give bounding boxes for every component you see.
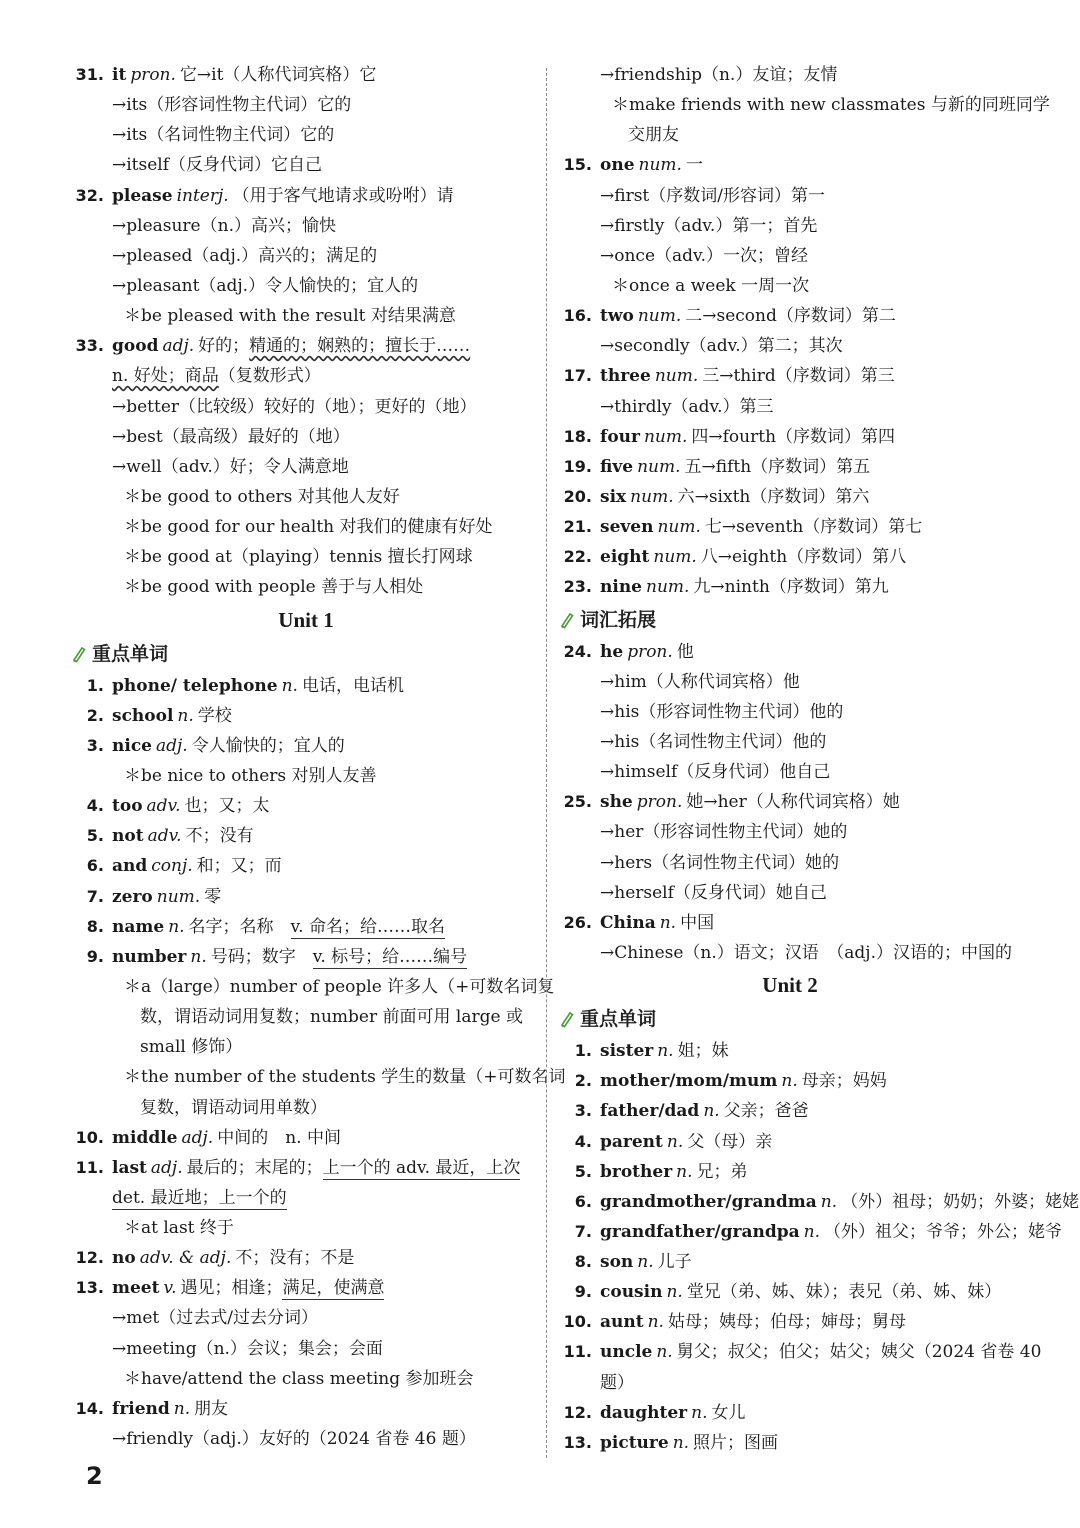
phrase-continuation: 复数，谓语动词用单数） [140, 1097, 327, 1118]
entry-number: 11. [563, 1342, 592, 1362]
entry-number: 19. [563, 456, 592, 476]
part-of-speech: num. [637, 456, 681, 477]
continuation-text: 题） [600, 1372, 634, 1393]
entry-number: 3. [574, 1101, 592, 1121]
definition: 名字；名称 [188, 916, 291, 937]
definition: 二→second（序数词）第二 [685, 306, 896, 327]
definition: 母亲；妈妈 [801, 1071, 887, 1092]
headword: school [112, 705, 174, 726]
vocab-entry [72, 882, 540, 912]
headword: grandfather/grandpa [600, 1221, 800, 1242]
headword: no [112, 1248, 136, 1269]
part-of-speech: conj. [151, 856, 193, 877]
headword: cousin [600, 1282, 663, 1303]
entry-number: 8. [86, 916, 104, 936]
phrase-example: ＊be good with people 善于与人相处 [124, 577, 424, 598]
phrase-example: ＊once a week 一周一次 [612, 275, 810, 296]
derived-form: →once（adv.）一次；曾经 [600, 245, 809, 266]
definition: 姑母；姨母；伯母；婶母；舅母 [667, 1312, 906, 1333]
pencil-icon [72, 640, 86, 658]
definition: 中间的 n. 中间 [217, 1127, 341, 1148]
headword: middle [112, 1127, 178, 1148]
part-of-speech: num. [657, 517, 701, 538]
vocab-entry [72, 1153, 540, 1183]
new-meaning-definition: v. 标号；给……编号 [312, 946, 468, 967]
entry-number: 6. [86, 856, 104, 876]
new-meaning-definition: 满足，使满意 [282, 1278, 385, 1299]
derived-form: →pleasant（adj.）令人愉快的；宜人的 [112, 275, 419, 296]
vocab-entry [560, 1247, 1020, 1277]
vocab-entry [560, 542, 1020, 572]
part-of-speech: num. [643, 426, 688, 447]
vocab-entry [72, 331, 540, 361]
vocab-entry [560, 1096, 1020, 1126]
entry-number: 5. [86, 826, 104, 846]
definition: 令人愉快的；宜人的 [191, 735, 345, 756]
part-of-speech: num. [630, 486, 674, 507]
derived-form: →pleasure（n.）高兴；愉快 [112, 215, 336, 236]
entry-number: 13. [563, 1432, 592, 1452]
headword: son [600, 1252, 634, 1273]
vocab-entry [560, 1187, 1080, 1217]
entry-number: 1. [574, 1041, 592, 1061]
headword: phone/ telephone [112, 675, 278, 696]
headword: it [112, 65, 127, 85]
derived-form: →firstly（adv.）第一；首先 [600, 215, 818, 236]
section-heading-text: 词汇拓展 [580, 608, 657, 631]
vocab-entry [72, 1243, 540, 1273]
part-of-speech: num. [654, 366, 699, 387]
pencil-icon [560, 1005, 574, 1023]
part-of-speech: n. [672, 1432, 690, 1453]
derived-form: →friendship（n.）友谊；友情 [600, 65, 838, 85]
derived-form: →thirdly（adv.）第三 [600, 396, 774, 417]
part-of-speech: n. [168, 916, 185, 937]
part-of-speech: adv. [146, 796, 181, 817]
entry-number: 4. [86, 796, 104, 816]
part-of-speech: n. [177, 705, 194, 726]
derived-form: →herself（反身代词）她自己 [600, 882, 827, 903]
entry-number: 5. [574, 1161, 592, 1181]
entry-number: 12. [563, 1402, 592, 1422]
entry-number: 13. [75, 1278, 104, 1298]
definition: 儿子 [657, 1252, 692, 1273]
derived-form: →Chinese（n.）语文；汉语 （adj.）汉语的；中国的 [600, 942, 1012, 963]
entry-number: 24. [563, 641, 592, 661]
phrase-example: ＊be good for our health 对我们的健康有好处 [124, 517, 493, 538]
definition: 五→fifth（序数词）第五 [684, 456, 871, 477]
part-of-speech: n. [691, 1402, 708, 1423]
phrase-example: ＊the number of the students 学生的数量（+可数名词 [124, 1067, 566, 1088]
definition: 堂兄（弟、姊、妹）；表兄（弟、姊、妹） [686, 1282, 1002, 1303]
entry-number: 10. [75, 1127, 104, 1147]
vocab-entry [72, 60, 540, 90]
definition: 学校 [197, 705, 232, 726]
section-heading-text: 重点单词 [92, 642, 169, 665]
emphasis-definition: n. 好处；商品 [112, 366, 219, 387]
derived-form: →well（adv.）好；令人满意地 [112, 456, 349, 477]
definition: （外）祖父；爷爷；外公；姥爷 [824, 1221, 1062, 1242]
section-heading [560, 603, 1020, 637]
part-of-speech: num. [646, 577, 690, 598]
phrase-continuation: 交朋友 [628, 125, 679, 146]
definition: 中国 [680, 912, 715, 933]
entry-number: 23. [563, 577, 592, 597]
vocab-entry [560, 1337, 1042, 1367]
vocab-entry [560, 1398, 1020, 1428]
vocab-entry [72, 181, 540, 211]
headword: China [600, 912, 656, 933]
unit-title: Unit 1 [278, 607, 334, 632]
entry-number: 21. [563, 517, 592, 537]
part-of-speech: num. [637, 306, 682, 327]
headword: and [112, 856, 148, 877]
definition: 九→ninth（序数词）第九 [693, 577, 889, 598]
vocab-entry [560, 422, 1020, 452]
vocab-entry [560, 1307, 1020, 1337]
entry-number: 16. [563, 306, 592, 326]
headword: number [112, 946, 187, 967]
entry-number: 6. [574, 1191, 592, 1211]
derived-form: →her（形容词性物主代词）她的 [600, 822, 848, 843]
definition: 朋友 [194, 1398, 229, 1419]
entry-number: 18. [563, 426, 592, 446]
vocab-entry [72, 701, 540, 731]
derived-form: →friendly（adj.）友好的（2024 省卷 46 题） [112, 1429, 476, 1450]
definition: 父（母）亲 [687, 1131, 773, 1152]
part-of-speech: n. [657, 1041, 674, 1062]
new-meaning-definition: v. 命名；给……取名 [290, 916, 445, 937]
continuation-line [72, 361, 540, 391]
part-of-speech: n. [781, 1071, 798, 1092]
headword: two [600, 306, 634, 327]
entry-number: 3. [86, 735, 104, 755]
definition: 女儿 [711, 1402, 746, 1423]
headword: daughter [600, 1402, 688, 1423]
derived-form: →its（名词性物主代词）它的 [112, 125, 335, 146]
part-of-speech: n. [190, 946, 207, 967]
derived-form: →its（形容词性物主代词）它的 [112, 95, 352, 116]
definition: 父亲；爸爸 [723, 1101, 809, 1122]
vocab-entry [560, 512, 1020, 542]
entry-number: 4. [574, 1131, 592, 1151]
derived-form: →first（序数词/形容词）第一 [600, 185, 825, 206]
vocab-entry [560, 1036, 1020, 1066]
phrase-example: ＊at last 终于 [124, 1218, 234, 1239]
phrase-example: ＊be good at（playing）tennis 擅长打网球 [124, 547, 473, 568]
derived-form: →met（过去式/过去分词） [112, 1308, 318, 1329]
phrase-example: ＊be nice to others 对别人友善 [124, 765, 377, 786]
definition: 照片；图画 [693, 1432, 779, 1453]
vocab-entry [560, 1277, 1020, 1307]
entry-number: 33. [75, 336, 104, 356]
part-of-speech: adj. [156, 735, 188, 756]
headword: six [600, 486, 627, 507]
definition: 兄；弟 [696, 1161, 748, 1182]
entry-number: 1. [86, 675, 104, 695]
headword: he [600, 641, 624, 662]
definition: 不；没有 [185, 826, 254, 847]
phrase-continuation: small 修饰） [140, 1037, 243, 1058]
vocab-entry [560, 637, 1020, 667]
continuation-line [560, 1368, 1020, 1398]
section-heading [560, 1002, 1020, 1036]
entry-number: 2. [574, 1071, 592, 1091]
continuation-line [72, 1183, 540, 1213]
vocab-entry [72, 821, 540, 851]
vocab-entry [72, 791, 540, 821]
definition: 姐；妹 [677, 1041, 729, 1062]
definition: 和；又；而 [196, 856, 282, 877]
headword: good [112, 336, 159, 357]
phrase-example: ＊make friends with new classmates 与新的同班同学 [612, 95, 1050, 116]
part-of-speech: n. [820, 1191, 838, 1212]
phrase-example: ＊be good to others 对其他人友好 [124, 486, 400, 507]
page-number: 2 [86, 1462, 103, 1490]
definition: 它→it（人称代词宾格）它 [179, 65, 377, 85]
entry-number: 12. [75, 1248, 104, 1268]
part-of-speech: adv. & adj. [139, 1248, 232, 1269]
headword: sister [600, 1041, 654, 1062]
entry-number: 15. [563, 155, 592, 175]
headword: three [600, 366, 651, 387]
entry-number: 25. [563, 792, 592, 812]
part-of-speech: n. [647, 1312, 664, 1333]
part-of-speech: n. [703, 1101, 720, 1122]
definition: 也；又；太 [184, 796, 270, 817]
definition: 零 [204, 886, 222, 907]
part-of-speech: adj. [181, 1127, 214, 1148]
definition: 舅父；叔父；伯父；姑父；姨父（2024 省卷 40 [676, 1342, 1042, 1363]
headword: zero [112, 886, 153, 907]
vocab-entry [560, 1217, 1062, 1247]
definition: 遇见；相逢； [180, 1278, 283, 1299]
headword: father/dad [600, 1101, 700, 1122]
vocab-entry [560, 1127, 1020, 1157]
emphasis-definition: 精通的；娴熟的；擅长于…… [249, 336, 471, 357]
vocab-entry [72, 942, 540, 972]
entry-number: 26. [563, 912, 592, 932]
vocab-entry [72, 1123, 540, 1153]
entry-number: 7. [574, 1221, 592, 1241]
part-of-speech: interj. [176, 185, 229, 206]
vocab-entry [72, 851, 540, 881]
part-of-speech: n. [281, 675, 298, 696]
new-meaning-definition: det. 最近地；上一个的 [112, 1187, 287, 1208]
definition: 四→fourth（序数词）第四 [691, 426, 896, 447]
entry-number: 17. [563, 366, 592, 386]
part-of-speech: pron. [130, 65, 176, 85]
part-of-speech: num. [638, 155, 682, 176]
headword: nine [600, 577, 642, 598]
new-meaning-definition: 上一个的 adv. 最近，上次 [322, 1157, 521, 1178]
definition: 她→her（人称代词宾格）她 [686, 792, 900, 813]
part-of-speech: pron. [627, 641, 673, 662]
entry-number: 2. [86, 705, 104, 725]
entry-number: 9. [574, 1282, 592, 1302]
part-of-speech: adj. [150, 1157, 183, 1178]
part-of-speech: adj. [162, 336, 195, 357]
derived-form: →his（名词性物主代词）他的 [600, 731, 827, 752]
headword: one [600, 155, 635, 176]
entry-number: 8. [574, 1252, 592, 1272]
headword: uncle [600, 1342, 653, 1363]
definition: 三→third（序数词）第三 [702, 366, 895, 387]
part-of-speech: num. [156, 886, 201, 907]
headword: mother/mom/mum [600, 1071, 778, 1092]
part-of-speech: n. [173, 1398, 191, 1419]
part-of-speech: n. [666, 1131, 684, 1152]
entry-number: 9. [86, 946, 104, 966]
vocab-entry [560, 361, 1020, 391]
phrase-continuation: 数，谓语动词用复数；number 前面可用 large 或 [140, 1007, 523, 1028]
phrase-example: ＊be pleased with the result 对结果满意 [124, 306, 456, 327]
vocab-entry [72, 1394, 540, 1424]
definition: 他 [676, 641, 694, 662]
column-divider [546, 68, 547, 1458]
headword: she [600, 792, 633, 813]
vocab-entry [560, 1066, 1020, 1096]
part-of-speech: n. [637, 1252, 654, 1273]
derived-form: →pleased（adj.）高兴的；满足的 [112, 245, 378, 266]
vocab-entry [72, 912, 540, 942]
continuation-text: （复数形式） [218, 366, 321, 387]
entry-number: 7. [86, 886, 104, 906]
vocab-entry [560, 1428, 1020, 1458]
headword: meet [112, 1278, 160, 1299]
part-of-speech: v. [163, 1278, 177, 1299]
definition: 七→seventh（序数词）第七 [704, 517, 923, 538]
part-of-speech: n. [659, 912, 677, 933]
phrase-example: ＊a（large）number of people 许多人（+可数名词复 [124, 976, 555, 997]
right-column [560, 60, 1080, 1458]
left-column [72, 60, 566, 1454]
vocab-entry [560, 1157, 1020, 1187]
definition: 六→sixth（序数词）第六 [677, 486, 870, 507]
section-heading [72, 637, 540, 671]
headword: friend [112, 1398, 170, 1419]
entry-number: 22. [563, 547, 592, 567]
headword: brother [600, 1161, 673, 1182]
headword: five [600, 456, 634, 477]
part-of-speech: n. [666, 1282, 683, 1303]
headword: not [112, 826, 144, 847]
vocab-entry [560, 908, 1020, 938]
derived-form: →his（形容词性物主代词）他的 [600, 701, 844, 722]
entry-number: 10. [563, 1312, 592, 1332]
definition: 不；没有；不是 [235, 1248, 355, 1269]
vocab-entry [560, 482, 1020, 512]
headword: last [112, 1157, 147, 1178]
definition: 好的； [198, 336, 250, 357]
vocab-entry [72, 1273, 540, 1303]
derived-form: →better（比较级）较好的（地）；更好的（地） [112, 396, 477, 417]
vocab-entry [560, 452, 1020, 482]
entry-number: 32. [75, 185, 104, 205]
vocab-entry [560, 301, 1020, 331]
part-of-speech: num. [653, 547, 697, 568]
headword: grandmother/grandma [600, 1191, 817, 1212]
headword: please [112, 185, 173, 206]
headword: nice [112, 735, 152, 756]
part-of-speech: n. [676, 1161, 693, 1182]
definition: （用于客气地请求或吩咐）请 [232, 185, 454, 206]
headword: picture [600, 1432, 669, 1453]
definition: 八→eighth（序数词）第八 [700, 547, 907, 568]
headword: eight [600, 547, 650, 568]
entry-number: 31. [75, 65, 104, 84]
part-of-speech: n. [656, 1342, 673, 1363]
definition: 最后的；末尾的； [186, 1157, 323, 1178]
definition: 号码；数字 [210, 946, 313, 967]
derived-form: →hers（名词性物主代词）她的 [600, 852, 840, 873]
section-heading-text: 重点单词 [580, 1008, 657, 1031]
derived-form: →best（最高级）最好的（地） [112, 426, 350, 447]
unit-title: Unit 2 [762, 973, 818, 998]
entry-number: 20. [563, 486, 592, 506]
headword: aunt [600, 1312, 644, 1333]
headword: parent [600, 1131, 663, 1152]
vocab-entry [560, 150, 1020, 180]
derived-form: →itself（反身代词）它自己 [112, 155, 323, 176]
derived-form: →meeting（n.）会议；集会；会面 [112, 1338, 383, 1359]
headword: four [600, 426, 640, 447]
vocab-entry [560, 572, 1020, 602]
headword: seven [600, 517, 654, 538]
entry-number: 14. [75, 1398, 104, 1418]
definition: 一 [685, 155, 703, 176]
part-of-speech: pron. [636, 792, 683, 813]
headword: too [112, 796, 143, 817]
headword: name [112, 916, 165, 937]
vocab-entry [72, 731, 540, 761]
phrase-example: ＊have/attend the class meeting 参加班会 [124, 1368, 474, 1389]
part-of-speech: adv. [147, 826, 182, 847]
derived-form: →himself（反身代词）他自己 [600, 762, 831, 783]
definition: 电话，电话机 [301, 675, 404, 696]
pencil-icon [560, 606, 574, 624]
vocab-entry [72, 671, 540, 701]
derived-form: →him（人称代词宾格）他 [600, 671, 800, 692]
entry-number: 11. [75, 1157, 104, 1177]
vocab-entry [560, 787, 1020, 817]
definition: （外）祖母；奶奶；外婆；姥姥 [841, 1191, 1080, 1212]
part-of-speech: n. [803, 1221, 820, 1242]
derived-form: →secondly（adv.）第二；其次 [600, 336, 843, 357]
